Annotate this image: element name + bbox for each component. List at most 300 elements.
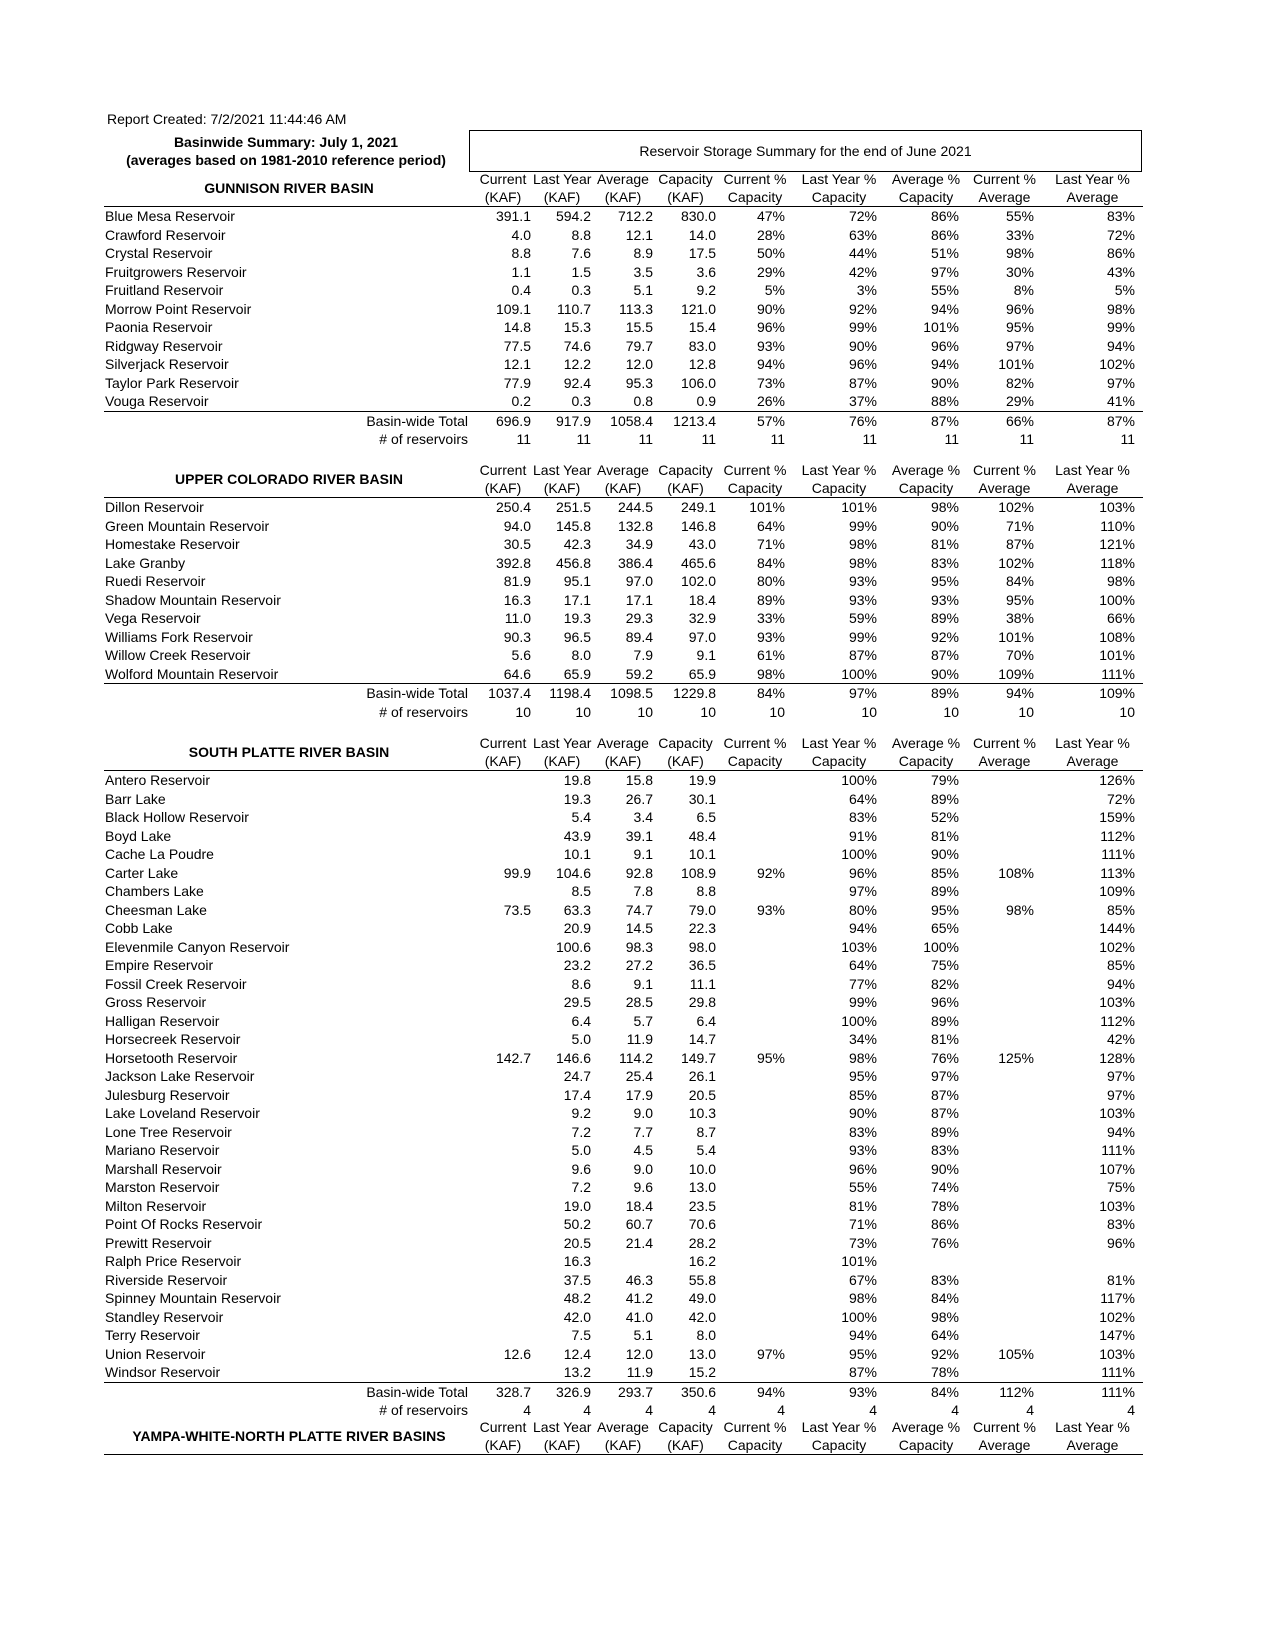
- cell-value: 386.4: [617, 554, 653, 571]
- cell-value: 89.4: [625, 628, 653, 645]
- count-value: 10: [861, 703, 877, 720]
- cell-value: 90%: [930, 517, 959, 534]
- cell-value: [717, 993, 793, 1012]
- cell-value: 0.2: [511, 393, 531, 409]
- cell-value: 64.6: [503, 665, 531, 682]
- cell-value: 11.0: [504, 610, 531, 626]
- cell-value: 102%: [998, 554, 1034, 571]
- cell-value: 30.5: [503, 536, 531, 552]
- column-header: Current: [479, 171, 527, 187]
- cell-value: 23.2: [563, 957, 591, 973]
- cell-value: [592, 1252, 654, 1271]
- table-row: [104, 1049, 1143, 1068]
- table-row: [104, 956, 1143, 975]
- cell-value: [967, 1123, 1042, 1142]
- cell-value: 96%: [848, 864, 877, 881]
- summary-title: Basinwide Summary: July 1, 2021: [173, 134, 399, 150]
- reservoir-name: Mariano Reservoir: [105, 1142, 220, 1158]
- reservoir-table: [104, 461, 1143, 721]
- cell-value: 121%: [1099, 536, 1135, 552]
- cell-value: 101%: [841, 499, 877, 515]
- cell-value: [967, 1252, 1042, 1271]
- column-header: Average %: [891, 1419, 961, 1435]
- count-value: 4: [1127, 1402, 1135, 1418]
- cell-value: 9.6: [633, 1179, 653, 1195]
- reservoir-name: Lake Granby: [105, 554, 186, 571]
- cell-value: 5.4: [571, 809, 591, 825]
- count-value: 10: [943, 703, 959, 720]
- cell-value: [474, 1308, 532, 1327]
- column-header: Capacity: [658, 1419, 713, 1435]
- cell-value: 10.1: [563, 846, 591, 862]
- cell-value: 23.5: [688, 1197, 716, 1214]
- reservoir-name: Barr Lake: [105, 790, 166, 807]
- cell-value: 101%: [998, 356, 1034, 372]
- cell-value: 81%: [930, 1031, 959, 1047]
- cell-value: [474, 771, 532, 790]
- cell-value: 92%: [756, 864, 785, 881]
- cell-value: [717, 1178, 793, 1197]
- table-row: [104, 554, 1143, 573]
- count-value: 11: [516, 431, 531, 447]
- column-header-unit: Capacity: [793, 752, 885, 771]
- table-row: [104, 1215, 1143, 1234]
- count-value: 11: [1120, 431, 1135, 447]
- cell-value: [717, 1067, 793, 1086]
- column-header-unit: Average: [967, 1436, 1042, 1455]
- reservoir-name: Taylor Park Reservoir: [105, 374, 239, 391]
- cell-value: 98%: [848, 1049, 877, 1066]
- cell-value: 109%: [998, 665, 1034, 682]
- reservoir-name: Empire Reservoir: [105, 957, 214, 973]
- cell-value: 13.0: [688, 1345, 716, 1362]
- cell-value: 15.4: [688, 319, 716, 335]
- reservoir-name: Carter Lake: [105, 864, 179, 881]
- cell-value: 6.4: [571, 1012, 591, 1029]
- cell-value: [717, 1215, 793, 1234]
- cell-value: 97%: [1106, 1086, 1135, 1103]
- cell-value: 92%: [930, 628, 959, 645]
- cell-value: 8.9: [633, 245, 653, 261]
- cell-value: 90%: [930, 846, 959, 862]
- cell-value: 102%: [1099, 356, 1135, 372]
- column-header-unit: (KAF): [654, 479, 717, 498]
- cell-value: [967, 1271, 1042, 1290]
- cell-value: 74.7: [625, 901, 653, 918]
- cell-value: 64%: [848, 790, 877, 807]
- cell-value: [717, 919, 793, 938]
- cell-value: 83.0: [688, 337, 716, 354]
- reservoir-name: Lake Loveland Reservoir: [105, 1105, 260, 1121]
- basin-section-south-platte: [104, 734, 1143, 1420]
- table-row: [104, 1289, 1143, 1308]
- cell-value: 1.1: [511, 263, 531, 280]
- count-value: 4: [645, 1402, 653, 1418]
- cell-value: 11.9: [626, 1364, 653, 1380]
- total-value: 1198.4: [532, 684, 592, 703]
- cell-value: 71%: [756, 536, 785, 552]
- table-row: [104, 374, 1143, 393]
- count-value: 10: [575, 703, 591, 720]
- cell-value: 14.8: [503, 319, 531, 335]
- cell-value: 102.0: [680, 573, 716, 589]
- table-row: [104, 207, 1143, 226]
- count-value: 11: [770, 431, 785, 447]
- cell-value: [967, 845, 1042, 864]
- table-row: [104, 392, 1143, 411]
- count-value: 4: [708, 1402, 716, 1418]
- cell-value: 41.2: [625, 1290, 653, 1306]
- cell-value: 11.1: [689, 975, 716, 992]
- cell-value: 98%: [1005, 901, 1034, 918]
- column-header: Average %: [891, 171, 961, 187]
- reservoir-name: Jackson Lake Reservoir: [105, 1068, 255, 1084]
- cell-value: [474, 1123, 532, 1142]
- cell-value: [967, 956, 1042, 975]
- table-row: [104, 845, 1143, 864]
- cell-value: 96%: [1005, 300, 1034, 317]
- cell-value: 110.7: [557, 300, 591, 317]
- cell-value: [717, 1326, 793, 1345]
- cell-value: [967, 938, 1042, 957]
- cell-value: 97%: [756, 1345, 785, 1362]
- cell-value: [717, 1271, 793, 1290]
- cell-value: 89%: [930, 1012, 959, 1029]
- cell-value: 85%: [1106, 957, 1135, 973]
- cell-value: 3.4: [633, 809, 653, 825]
- cell-value: 250.4: [495, 499, 531, 515]
- cell-value: 94%: [1106, 337, 1135, 354]
- cell-value: 92%: [848, 300, 877, 317]
- cell-value: 5%: [764, 282, 785, 298]
- cell-value: 80%: [756, 573, 785, 589]
- cell-value: 5.1: [633, 1327, 653, 1343]
- table-row: [104, 263, 1143, 282]
- reservoir-name: Cobb Lake: [105, 920, 173, 936]
- basin-name: GUNNISON RIVER BASIN: [104, 170, 474, 207]
- cell-value: 106.0: [680, 374, 716, 391]
- table-row: [104, 901, 1143, 920]
- reservoir-table: [104, 1418, 1143, 1455]
- cell-value: 142.7: [495, 1049, 531, 1066]
- cell-value: 89%: [756, 591, 785, 608]
- cell-value: 16.3: [563, 1253, 591, 1269]
- cell-value: 94%: [930, 300, 959, 317]
- table-row: [104, 993, 1143, 1012]
- cell-value: 87%: [848, 374, 877, 391]
- cell-value: 85%: [848, 1086, 877, 1103]
- reservoir-name: Cache La Poudre: [105, 846, 214, 862]
- reservoir-name: Marston Reservoir: [105, 1179, 220, 1195]
- basin-section-yampa-white-north-platte: [104, 1418, 1143, 1455]
- cell-value: 85%: [1106, 901, 1135, 918]
- cell-value: [474, 993, 532, 1012]
- cell-value: [967, 1030, 1042, 1049]
- reservoir-name: Vouga Reservoir: [105, 393, 209, 409]
- cell-value: 104.6: [555, 864, 591, 881]
- cell-value: 108.9: [680, 864, 716, 881]
- cell-value: 43.0: [688, 536, 716, 552]
- cell-value: [885, 1252, 967, 1271]
- column-header: Current %: [723, 171, 787, 187]
- cell-value: 97%: [930, 1068, 959, 1084]
- cell-value: 12.0: [625, 356, 653, 372]
- cell-value: 98%: [1106, 573, 1135, 589]
- basinwide-summary-heading: [107, 133, 465, 169]
- total-value: 97%: [793, 684, 885, 703]
- cell-value: 15.5: [625, 319, 653, 335]
- cell-value: 101%: [998, 628, 1034, 645]
- cell-value: [474, 956, 532, 975]
- cell-value: 48.2: [563, 1290, 591, 1306]
- cell-value: 87%: [848, 647, 877, 663]
- cell-value: 0.9: [696, 393, 716, 409]
- column-header: Current %: [723, 1419, 787, 1435]
- cell-value: 59.2: [625, 665, 653, 682]
- column-header-unit: Capacity: [793, 188, 885, 207]
- cell-value: [967, 1086, 1042, 1105]
- cell-value: 95%: [848, 1345, 877, 1362]
- table-row: [104, 244, 1143, 263]
- reservoir-name: Standley Reservoir: [105, 1308, 224, 1325]
- count-value: 10: [1119, 703, 1135, 720]
- cell-value: 94%: [1106, 1123, 1135, 1140]
- cell-value: 65.9: [563, 665, 591, 682]
- column-header: Last Year: [533, 1419, 592, 1435]
- cell-value: 51%: [930, 245, 959, 261]
- cell-value: 111%: [1101, 846, 1135, 862]
- column-header: Last Year: [533, 462, 592, 478]
- cell-value: 19.3: [563, 790, 591, 807]
- count-value: 4: [523, 1402, 531, 1418]
- reservoir-name: Julesburg Reservoir: [105, 1086, 230, 1103]
- cell-value: 149.7: [680, 1049, 716, 1066]
- cell-value: 0.8: [633, 393, 653, 409]
- cell-value: 103%: [1099, 1197, 1135, 1214]
- cell-value: 97.0: [688, 628, 716, 645]
- cell-value: 93%: [756, 901, 785, 918]
- cell-value: [717, 1252, 793, 1271]
- cell-value: 87%: [1005, 536, 1034, 552]
- table-row: [104, 1178, 1143, 1197]
- cell-value: 55%: [848, 1179, 877, 1195]
- cell-value: [474, 919, 532, 938]
- cell-value: 74%: [930, 1179, 959, 1195]
- column-header-unit: (KAF): [592, 188, 654, 207]
- cell-value: [967, 1289, 1042, 1308]
- column-header-unit: Average: [1042, 1436, 1143, 1455]
- column-header: Average %: [891, 735, 961, 751]
- total-value: 87%: [885, 411, 967, 430]
- total-value: 111%: [1042, 1382, 1143, 1401]
- cell-value: 77.5: [503, 337, 531, 354]
- cell-value: [474, 1252, 532, 1271]
- cell-value: 7.2: [571, 1179, 591, 1195]
- reservoir-count-row: [104, 703, 1143, 722]
- cell-value: 13.0: [688, 1179, 716, 1195]
- reservoir-name: Cheesman Lake: [105, 901, 207, 918]
- column-header-unit: (KAF): [532, 1436, 592, 1455]
- cell-value: 16.3: [503, 591, 531, 608]
- cell-value: 78%: [930, 1364, 959, 1380]
- cell-value: 5.6: [511, 647, 531, 663]
- cell-value: 43%: [1106, 263, 1135, 280]
- cell-value: 33%: [1005, 226, 1034, 243]
- table-row: [104, 919, 1143, 938]
- cell-value: 98%: [1106, 300, 1135, 317]
- cell-value: 8.0: [696, 1327, 716, 1343]
- cell-value: 34%: [848, 1031, 877, 1047]
- count-value: 10: [637, 703, 653, 720]
- count-value: 11: [638, 431, 653, 447]
- cell-value: 145.8: [555, 517, 591, 534]
- cell-value: [474, 1178, 532, 1197]
- column-header-unit: Capacity: [885, 188, 967, 207]
- reservoir-name: Fruitgrowers Reservoir: [105, 263, 247, 280]
- column-header-unit: Capacity: [793, 479, 885, 498]
- cell-value: 91%: [848, 827, 877, 844]
- column-header-unit: Capacity: [717, 479, 793, 498]
- basin-name: SOUTH PLATTE RIVER BASIN: [104, 734, 474, 771]
- table-row: [104, 1067, 1143, 1086]
- cell-value: 15.3: [563, 319, 591, 335]
- cell-value: [967, 1326, 1042, 1345]
- cell-value: 55.8: [688, 1271, 716, 1288]
- cell-value: 29%: [756, 263, 785, 280]
- count-value: 4: [1026, 1402, 1034, 1418]
- total-value: 93%: [793, 1382, 885, 1401]
- cell-value: 26.1: [688, 1068, 716, 1084]
- cell-value: 99%: [848, 319, 877, 335]
- cell-value: 84%: [930, 1290, 959, 1306]
- table-row: [104, 646, 1143, 665]
- cell-value: 98%: [930, 499, 959, 515]
- column-header-unit: Capacity: [717, 752, 793, 771]
- cell-value: 99%: [848, 628, 877, 645]
- reservoir-name: Chambers Lake: [105, 883, 204, 899]
- cell-value: 33%: [756, 610, 785, 626]
- cell-value: 103%: [841, 938, 877, 955]
- cell-value: 72%: [848, 208, 877, 224]
- cell-value: 96%: [848, 356, 877, 372]
- cell-value: 95%: [1005, 591, 1034, 608]
- cell-value: 28.2: [688, 1234, 716, 1251]
- cell-value: 15.8: [625, 772, 653, 788]
- cell-value: 96.5: [563, 628, 591, 645]
- cell-value: 10.0: [688, 1160, 716, 1177]
- cell-value: 5.0: [571, 1142, 591, 1158]
- summary-reference-note: (averages based on 1981-2010 reference period): [126, 152, 446, 168]
- cell-value: 81%: [930, 827, 959, 844]
- cell-value: 52%: [930, 809, 959, 825]
- cell-value: 147%: [1099, 1327, 1135, 1343]
- cell-value: 99.9: [503, 864, 531, 881]
- cell-value: 49.0: [688, 1290, 716, 1306]
- cell-value: 70%: [1005, 647, 1034, 663]
- reservoir-name: Spinney Mountain Reservoir: [105, 1290, 281, 1306]
- reservoir-name: Marshall Reservoir: [105, 1160, 222, 1177]
- cell-value: 42.0: [563, 1308, 591, 1325]
- cell-value: [967, 882, 1042, 901]
- cell-value: 42.0: [688, 1308, 716, 1325]
- table-row: [104, 1123, 1143, 1142]
- column-header-unit: (KAF): [592, 752, 654, 771]
- cell-value: 87%: [930, 1086, 959, 1103]
- cell-value: 110%: [1100, 517, 1135, 534]
- cell-value: [1042, 1252, 1143, 1271]
- cell-value: 100%: [1099, 591, 1135, 608]
- column-header: Current %: [972, 1419, 1037, 1435]
- cell-value: 85%: [930, 864, 959, 881]
- reservoir-count-label: # of reservoirs: [379, 431, 468, 447]
- reservoir-name: Blue Mesa Reservoir: [105, 208, 235, 224]
- storage-summary-title: Reservoir Storage Summary for the end of June 2021: [639, 143, 972, 159]
- cell-value: 251.5: [555, 499, 591, 515]
- cell-value: 78%: [930, 1197, 959, 1214]
- table-row: [104, 498, 1143, 517]
- cell-value: 100.6: [555, 938, 591, 955]
- cell-value: [474, 975, 532, 994]
- cell-value: 86%: [1106, 245, 1135, 261]
- cell-value: 71%: [848, 1216, 877, 1232]
- cell-value: 29.5: [563, 994, 591, 1010]
- cell-value: 98%: [1005, 245, 1034, 261]
- cell-value: 29.8: [688, 994, 716, 1010]
- cell-value: 111%: [1101, 1142, 1135, 1158]
- cell-value: 96%: [930, 994, 959, 1010]
- cell-value: 64%: [756, 517, 785, 534]
- cell-value: [967, 919, 1042, 938]
- count-value: 4: [869, 1402, 877, 1418]
- total-value: 89%: [885, 684, 967, 703]
- cell-value: 29.3: [625, 610, 653, 626]
- table-row: [104, 864, 1143, 883]
- cell-value: 64%: [930, 1327, 959, 1343]
- reservoir-name: Dillon Reservoir: [105, 499, 204, 515]
- cell-value: 9.6: [571, 1160, 591, 1177]
- cell-value: 114.2: [619, 1049, 653, 1066]
- cell-value: [717, 845, 793, 864]
- total-value: 1213.4: [654, 411, 717, 430]
- cell-value: 42.3: [563, 536, 591, 552]
- cell-value: 16.2: [688, 1253, 716, 1269]
- total-value: 328.7: [474, 1382, 532, 1401]
- cell-value: 21.4: [625, 1234, 653, 1251]
- total-value: 1229.8: [654, 684, 717, 703]
- cell-value: 5.7: [633, 1012, 653, 1029]
- reservoir-name: Prewitt Reservoir: [105, 1234, 212, 1251]
- column-header: Current %: [972, 735, 1037, 751]
- cell-value: 25.4: [625, 1068, 653, 1084]
- cell-value: 17.5: [688, 245, 716, 261]
- column-header-unit: Capacity: [717, 188, 793, 207]
- cell-value: 90%: [848, 1105, 877, 1121]
- cell-value: 100%: [923, 938, 959, 955]
- cell-value: [474, 808, 532, 827]
- table-row: [104, 572, 1143, 591]
- cell-value: 111%: [1101, 665, 1135, 682]
- cell-value: 30%: [1005, 263, 1034, 280]
- cell-value: 94%: [848, 920, 877, 936]
- cell-value: [474, 845, 532, 864]
- cell-value: 39.1: [625, 827, 653, 844]
- cell-value: 101%: [749, 499, 785, 515]
- cell-value: 90%: [930, 665, 959, 682]
- cell-value: 95%: [930, 573, 959, 589]
- cell-value: 97%: [848, 883, 877, 899]
- column-header-unit: Capacity: [885, 752, 967, 771]
- column-header-unit: Capacity: [717, 1436, 793, 1455]
